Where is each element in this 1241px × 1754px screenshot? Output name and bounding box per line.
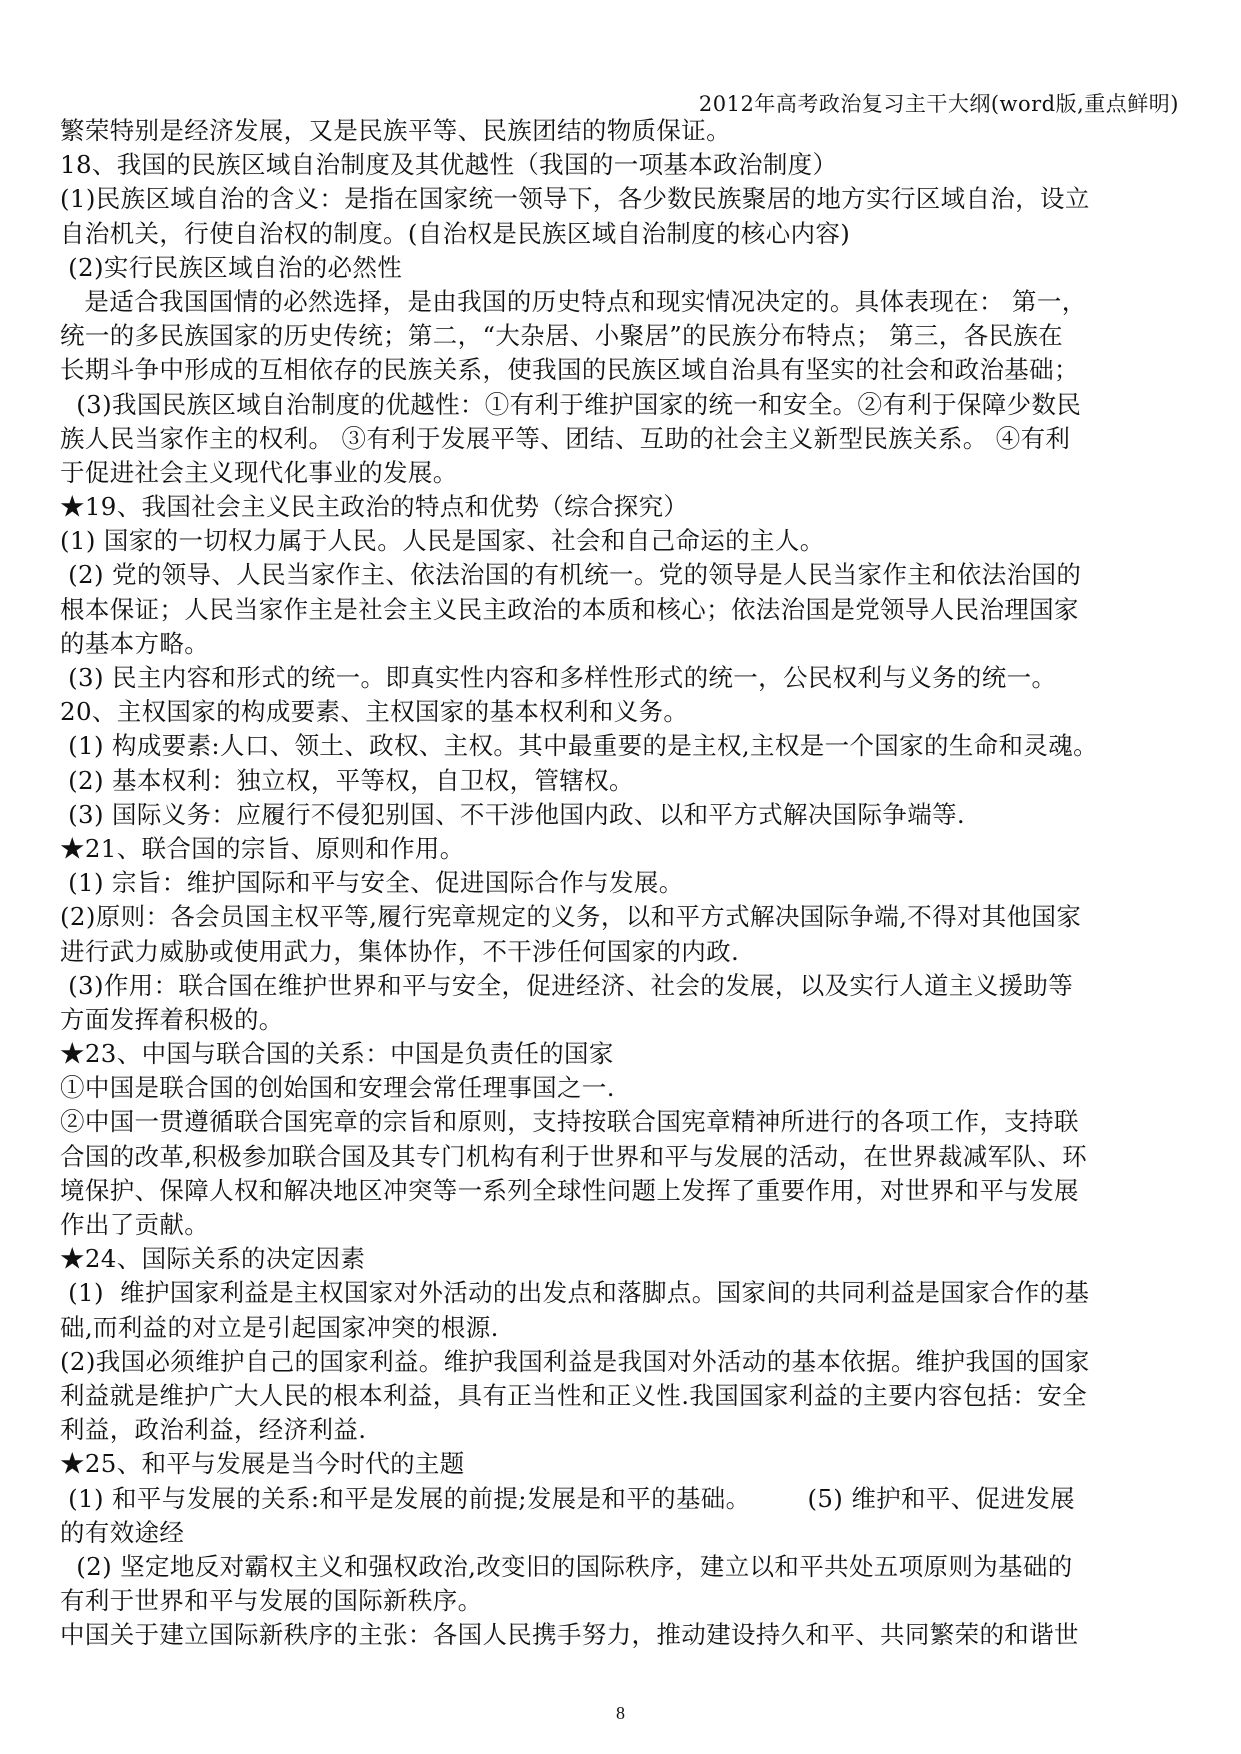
text-line: 根本保证；人民当家作主是社会主义民主政治的本质和核心；依法治国是党领导人民治理国家 — [60, 594, 1079, 624]
text-line: 20、主权国家的构成要素、主权国家的基本权利和义务。 — [60, 697, 689, 727]
text-line: 中国关于建立国际新秩序的主张：各国人民携手努力，推动建设持久和平、共同繁荣的和谐世 — [60, 1620, 1079, 1650]
text-line: 统一的多民族国家的历史传统；第二，“大杂居、小聚居”的民族分布特点； 第三，各民族在 — [60, 321, 1064, 351]
text-line: ★19、我国社会主义民主政治的特点和优势（综合探究） — [60, 492, 689, 522]
text-line: (1) 和平与发展的关系:和平是发展的前提;发展是和平的基础。 (5) 维护和平、促进发展 — [60, 1483, 1075, 1513]
text-line: ①中国是联合国的创始国和安理会常任理事国之一. — [60, 1073, 615, 1103]
text-line: (1) 维护国家利益是主权国家对外活动的出发点和落脚点。国家间的共同利益是国家合作的基 — [60, 1278, 1090, 1308]
text-line: (2)我国必须维护自己的国家利益。维护我国利益是我国对外活动的基本依据。维护我国的国家 — [60, 1346, 1090, 1376]
page-number: 8 — [616, 1703, 625, 1723]
text-line: (3)我国民族区域自治制度的优越性：①有利于维护国家的统一和安全。②有利于保障少数民 — [60, 389, 1082, 419]
text-line: (2) 基本权利：独立权，平等权，自卫权，管辖权。 — [60, 765, 634, 795]
text-line: ★23、中国与联合国的关系：中国是负责任的国家 — [60, 1039, 614, 1069]
text-line: 自治机关，行使自治权的制度。(自治权是民族区域自治制度的核心内容) — [60, 218, 851, 248]
text-line: 进行武力威胁或使用武力，集体协作，不干涉任何国家的内政. — [60, 936, 740, 966]
text-line: (3) 国际义务：应履行不侵犯别国、不干涉他国内政、以和平方式解决国际争端等. — [60, 799, 966, 829]
text-line: 作出了贡献。 — [60, 1210, 210, 1239]
text-line: (2)原则：各会员国主权平等,履行宪章规定的义务，以和平方式解决国际争端,不得对其他国家 — [60, 902, 1082, 932]
text-line: 是适合我国国情的必然选择，是由我国的历史特点和现实情况决定的。具体表现在： 第一， — [60, 286, 1087, 316]
document-body — [60, 114, 1185, 1652]
text-line: 利益就是维护广大人民的根本利益，具有正当性和正义性.我国国家利益的主要内容包括：安全 — [60, 1380, 1087, 1410]
text-line: 长期斗争中形成的互相依存的民族关系，使我国的民族区域自治具有坚实的社会和政治基础； — [60, 355, 1079, 385]
text-line: (1) 国家的一切权力属于人民。人民是国家、社会和自己命运的主人。 — [60, 526, 825, 556]
text-line: (1) 宗旨：维护国际和平与安全、促进国际合作与发展。 — [60, 868, 684, 898]
text-line: (1)民族区域自治的含义：是指在国家统一领导下，各少数民族聚居的地方实行区域自治，设立 — [60, 184, 1090, 214]
text-line: 的基本方略。 — [60, 628, 210, 658]
text-line: (2) 坚定地反对霸权主义和强权政治,改变旧的国际秩序，建立以和平共处五项原则为基础的 — [60, 1551, 1073, 1581]
text-line: 18、我国的民族区域自治制度及其优越性（我国的一项基本政治制度） — [60, 150, 838, 180]
text-line: 境保护、保障人权和解决地区冲突等一系列全球性问题上发挥了重要作用，对世界和平与发展 — [60, 1175, 1079, 1205]
text-line: 族人民当家作主的权利。 ③有利于发展平等、团结、互助的社会主义新型民族关系。 ④有利 — [60, 423, 1071, 453]
text-line: 础,而利益的对立是引起国家冲突的根源. — [60, 1312, 499, 1342]
text-line: (2)实行民族区域自治的必然性 — [60, 252, 403, 282]
text-line: ★24、国际关系的决定因素 — [60, 1244, 366, 1274]
page-header: 2012年高考政治复习主干大纲(word版,重点鲜明) — [698, 92, 1179, 116]
text-line: (3)作用：联合国在维护世界和平与安全，促进经济、社会的发展，以及实行人道主义援助等 — [60, 970, 1074, 1000]
text-line: 于促进社会主义现代化事业的发展。 — [60, 457, 458, 487]
text-line: (2) 党的领导、人民当家作主、依法治国的有机统一。党的领导是人民当家作主和依法治国的 — [60, 560, 1082, 590]
text-line: 合国的改革,积极参加联合国及其专门机构有利于世界和平与发展的活动，在世界裁减军队、环 — [60, 1141, 1087, 1171]
text-line: ②中国一贯遵循联合国宪章的宗旨和原则，支持按联合国宪章精神所进行的各项工作，支持联 — [60, 1107, 1079, 1137]
text-line: (3) 民主内容和形式的统一。即真实性内容和多样性形式的统一，公民权利与义务的统一。 — [60, 663, 1057, 692]
text-line: 繁荣特别是经济发展，又是民族平等、民族团结的物质保证。 — [60, 116, 731, 145]
text-line: 的有效途经 — [60, 1517, 185, 1547]
text-line: 有利于世界和平与发展的国际新秩序。 — [60, 1586, 483, 1616]
text-line: ★21、联合国的宗旨、原则和作用。 — [60, 833, 465, 863]
text-line: ★25、和平与发展是当今时代的主题 — [60, 1449, 465, 1479]
text-line: (1) 构成要素:人口、领土、政权、主权。其中最重要的是主权,主权是一个国家的生命和灵魂。 — [60, 731, 1098, 761]
text-line: 方面发挥着积极的。 — [60, 1004, 284, 1034]
text-line: 利益，政治利益，经济利益. — [60, 1415, 367, 1445]
